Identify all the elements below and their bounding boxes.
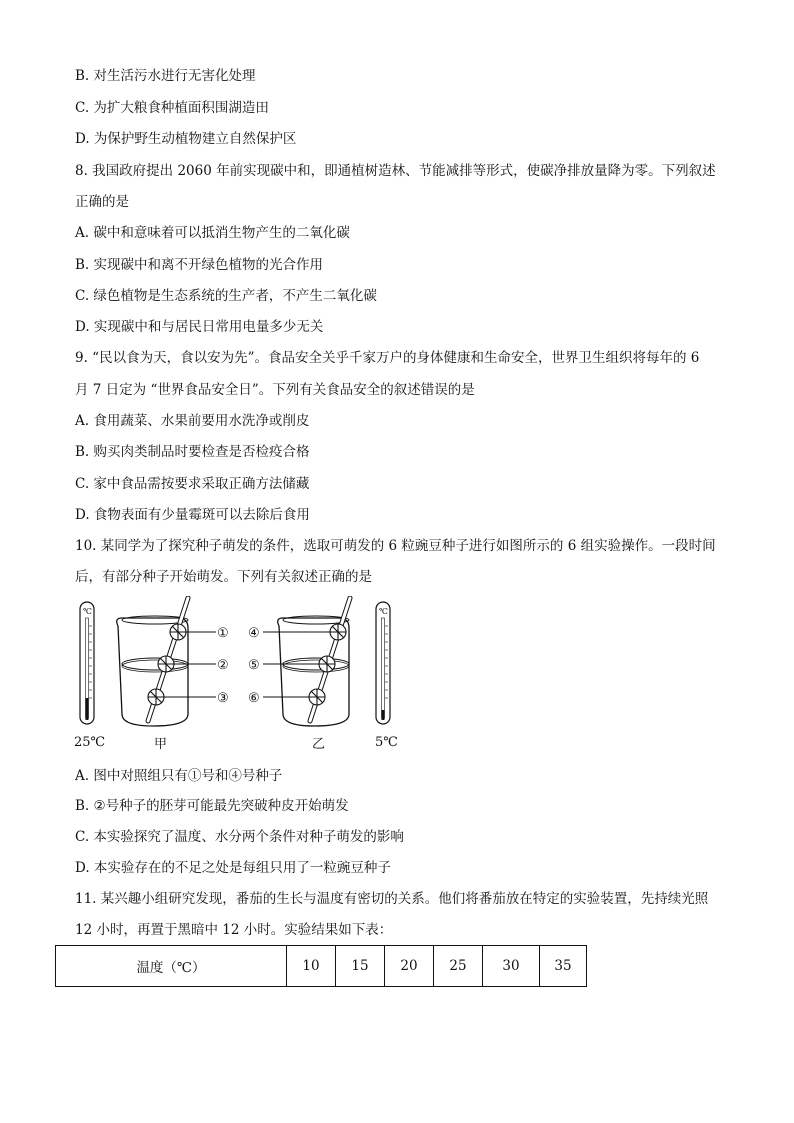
text-line: 后，有部分种子开始萌发。下列有关叙述正确的是 (75, 569, 372, 585)
beaker-jia (117, 598, 216, 726)
seed-label-3: ③ (217, 691, 229, 706)
table-header-cell: 温度（℃） (56, 946, 287, 987)
table-cell: 25 (434, 946, 483, 987)
text-line: D. 本实验存在的不足之处是每组只用了一粒豌豆种子 (75, 860, 391, 876)
thermo-unit-right: ℃ (379, 607, 388, 616)
text-line: 月 7 日定为 “世界食品安全日”。下列有关食品安全的叙述错误的是 (75, 382, 475, 398)
text-line: A. 食用蔬菜、水果前要用水洗净或削皮 (75, 413, 310, 429)
text-line: B. 对生活污水进行无害化处理 (75, 68, 256, 84)
text-line: A. 碳中和意味着可以抵消生物产生的二氧化碳 (75, 225, 350, 241)
seed-label-2: ② (217, 658, 229, 673)
text-line: D. 实现碳中和与居民日常用电量多少无关 (75, 319, 324, 335)
text-line: 12 小时，再置于黑暗中 12 小时。实验结果如下表： (75, 922, 393, 938)
seed-germination-figure (70, 596, 410, 756)
beaker-yi (263, 598, 350, 726)
text-line: C. 本实验探究了温度、水分两个条件对种子萌发的影响 (75, 829, 404, 845)
text-line: B. ②号种子的胚芽可能最先突破种皮开始萌发 (75, 798, 349, 814)
table-cell: 20 (385, 946, 434, 987)
left-temp-label: 25℃ (74, 735, 106, 750)
left-thermometer (80, 602, 94, 724)
temperature-table (55, 945, 587, 987)
text-line: D. 食物表面有少量霉斑可以去除后食用 (75, 507, 310, 523)
text-line: D. 为保护野生动植物建立自然保护区 (75, 131, 297, 147)
beaker-label-jia: 甲 (154, 737, 168, 752)
table-cell: 35 (540, 946, 587, 987)
text-line: C. 绿色植物是生态系统的生产者，不产生二氧化碳 (75, 288, 377, 304)
text-line: B. 购买肉类制品时要检查是否检疫合格 (75, 444, 310, 460)
seed-label-4: ④ (248, 626, 260, 641)
text-line: 11. 某兴趣小组研究发现，番茄的生长与温度有密切的关系。他们将番茄放在特定的实验装置，先持续光照 (75, 891, 709, 907)
table-cell: 15 (336, 946, 385, 987)
right-thermometer (376, 602, 390, 724)
beaker-label-yi: 乙 (312, 737, 326, 752)
text-line: C. 为扩大粮食种植面积围湖造田 (75, 100, 269, 116)
thermo-unit-left: ℃ (83, 607, 92, 616)
text-line: 9. “民以食为天，食以安为先”。食品安全关乎千家万户的身体健康和生命安全，世界卫生组织将每年的 6 (75, 350, 700, 366)
text-line: A. 图中对照组只有①号和④号种子 (75, 768, 283, 784)
text-line: 8. 我国政府提出 2060 年前实现碳中和，即通植树造林、节能减排等形式，使碳净排放量降为零。下列叙述 (75, 163, 716, 179)
table-cell: 30 (483, 946, 540, 987)
seed-label-1: ① (217, 626, 229, 641)
seed-label-6: ⑥ (248, 691, 260, 706)
seed-label-5: ⑤ (248, 658, 260, 673)
table-cell: 10 (287, 946, 336, 987)
text-line: 正确的是 (75, 194, 129, 210)
table-row (56, 946, 587, 987)
text-line: C. 家中食品需按要求采取正确方法储藏 (75, 476, 310, 492)
text-line: 10. 某同学为了探究种子萌发的条件，选取可萌发的 6 粒豌豆种子进行如图所示的 6 组实验操作。一段时间 (75, 538, 716, 554)
text-line: B. 实现碳中和离不开绿色植物的光合作用 (75, 257, 324, 273)
right-temp-label: 5℃ (375, 735, 398, 750)
